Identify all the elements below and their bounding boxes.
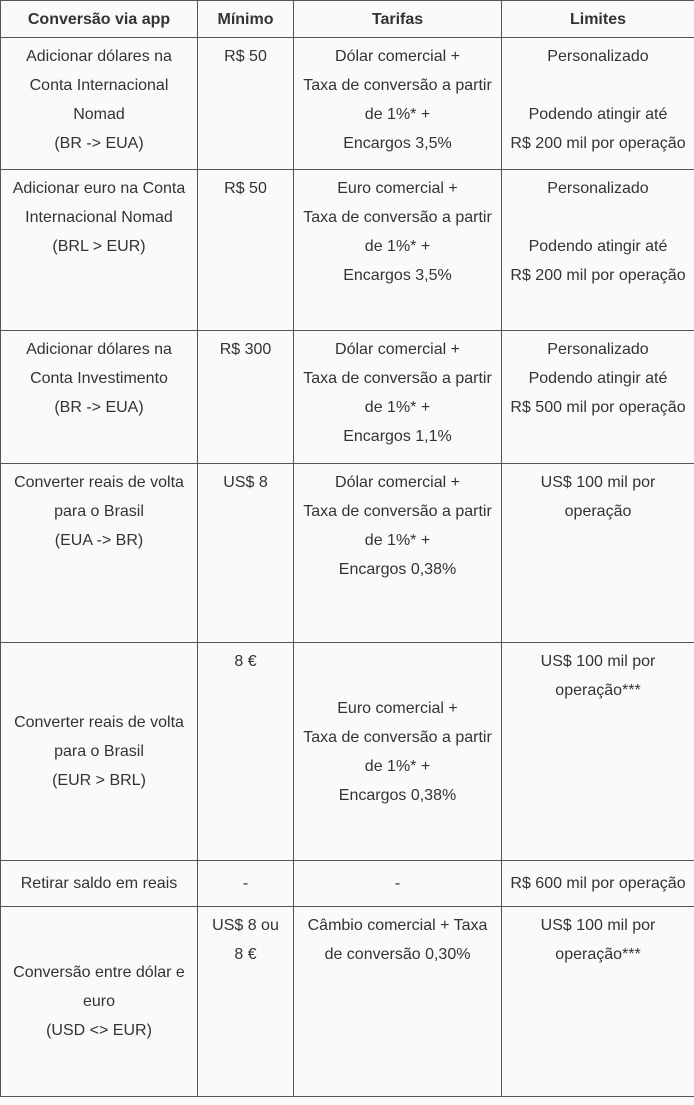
cell-tarifas: - [294,861,502,907]
cell-limites: R$ 600 mil por operação [502,861,694,907]
cell-limites: Personalizado Podendo atingir até R$ 500 mil por operação [502,331,694,464]
cell-limites: US$ 100 mil por operação*** [502,643,694,861]
cell-conversao: Adicionar dólares na Conta Investimento (BR -> EUA) [1,331,198,464]
header-conversao: Conversão via app [1,1,198,38]
table-row [1,464,694,643]
cell-tarifas: Euro comercial + Taxa de conversão a partir de 1%* + Encargos 0,38% [294,643,502,861]
header-tarifas: Tarifas [294,1,502,38]
cell-minimo: R$ 300 [198,331,294,464]
cell-minimo: US$ 8 ou 8 € [198,907,294,1097]
table-row [1,643,694,861]
header-limites: Limites [502,1,694,38]
cell-tarifas: Euro comercial + Taxa de conversão a partir de 1%* + Encargos 3,5% [294,170,502,331]
table-row [1,861,694,907]
cell-conversao: Conversão entre dólar e euro (USD <> EUR) [1,907,198,1097]
cell-tarifas: Dólar comercial + Taxa de conversão a partir de 1%* + Encargos 3,5% [294,38,502,170]
table-row [1,907,694,1097]
cell-conversao: Converter reais de volta para o Brasil (EUR > BRL) [1,643,198,861]
cell-minimo: - [198,861,294,907]
cell-limites: Personalizado Podendo atingir até R$ 200 mil por operação [502,38,694,170]
cell-limites: US$ 100 mil por operação*** [502,907,694,1097]
cell-conversao: Adicionar dólares na Conta Internacional Nomad (BR -> EUA) [1,38,198,170]
cell-minimo: R$ 50 [198,38,294,170]
cell-conversao: Retirar saldo em reais [1,861,198,907]
cell-minimo: 8 € [198,643,294,861]
cell-tarifas: Dólar comercial + Taxa de conversão a partir de 1%* + Encargos 0,38% [294,464,502,643]
header-minimo: Mínimo [198,1,294,38]
cell-minimo: US$ 8 [198,464,294,643]
table-row [1,170,694,331]
cell-limites: US$ 100 mil por operação [502,464,694,643]
cell-conversao: Adicionar euro na Conta Internacional Nomad (BRL > EUR) [1,170,198,331]
cell-conversao: Converter reais de volta para o Brasil (EUA -> BR) [1,464,198,643]
cell-minimo: R$ 50 [198,170,294,331]
cell-limites: Personalizado Podendo atingir até R$ 200 mil por operação [502,170,694,331]
table-row [1,331,694,464]
table-row [1,38,694,170]
cell-tarifas: Dólar comercial + Taxa de conversão a partir de 1%* + Encargos 1,1% [294,331,502,464]
cell-tarifas: Câmbio comercial + Taxa de conversão 0,30% [294,907,502,1097]
table-header-row [1,1,694,38]
